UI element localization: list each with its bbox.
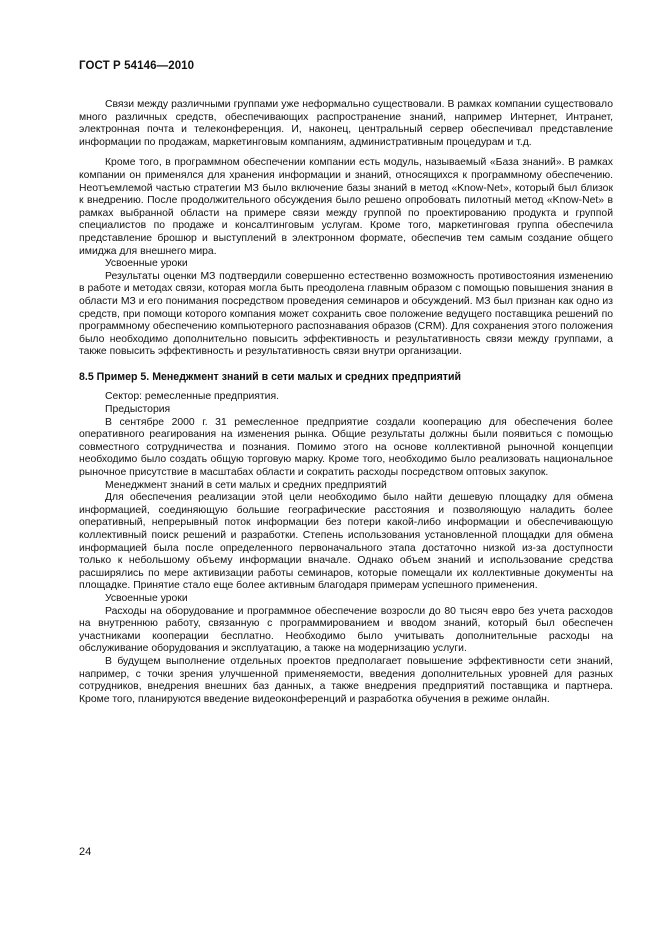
paragraph: Для обеспечения реализации этой цели необходимо было найти дешевую площадку для обмена информацией, соединяющую большие географические расстояния и позволяющую наладить более оперативный, непрерывный поток информации без потери какой-либо информации и обеспечивающую коллективный поиск решений и разработки. Степень использования установленной площадки для обмена информацией была после определенного первоначального этапа достаточно низкой из-за доступности только к небольшому объему информации вначале. Однако объем знаний и использование средства расширялись по мере активизации работы семинаров, которые помещали их коллективные документы на площадке. Принятие стало еще более активным благодаря примерам успешного применения. bbox=[79, 492, 613, 592]
paragraph: Результаты оценки МЗ подтвердили совершенно естественно возможность противостояния изменению в работе и методах связи, которая могла быть преодолена главным образом с помощью повышения знания в области МЗ и его понимания посредством проведения семинаров и обсуждений. МЗ был признан как одно из средств, при помощи которого компания может сохранить свое положение ведущего поставщика решений по программному обеспечению компьютерного распознавания образов (CRM). Для сохранения этого положения было необходимо дополнительно повысить эффективность и результативность связи между группами, а также повысить эффективность и результативность связи внутри организации. bbox=[79, 270, 613, 358]
subheading-km-network: Менеджмент знаний в сети малых и средних предприятий bbox=[105, 479, 387, 491]
document-body bbox=[79, 99, 613, 706]
paragraph: Кроме того, в программном обеспечении компании есть модуль, называемый «База знаний». В рамках компании он применялся для хранения информации и знаний, относящихся к программному обеспечению. Неотъемлемой частью стратегии МЗ было включение базы знаний в метод «Know-Net», который был близок к внедрению. После продолжительного обсуждения было решено опробовать пилотный метод «Know-Net» в рамках выбранной области на примере связи между группой по проектированию продукта и группой специалистов по продаже и консалтинговым услугам. Кроме того, маркетинговая группа обеспечила представление брошюр и выступлений в электронном формате, обеспечив тем самым создание общего имиджа для внешнего мира. bbox=[79, 157, 613, 257]
paragraph: Связи между различными группами уже неформально существовали. В рамках компании существовало много различных средств, обеспечивающих распространение знаний, например Интернет, Интранет, электронная почта и телеконференция. И, наконец, центральный сервер обеспечивал представление информации по продажам, маркетинговым компаниям, административным процедурам и т.д. bbox=[79, 99, 613, 148]
paragraph: В будущем выполнение отдельных проектов предполагает повышение эффективности сети знаний, например, с точки зрения улучшенной применяемости, введения дополнительных уровней для разных сотрудников, внедрения внешних баз данных, а также внедрения предприятий поставщика и партнера. Кроме того, планируются введение видеоконференций и разработка обучения в режиме онлайн. bbox=[79, 655, 613, 705]
paragraph: В сентябре 2000 г. 31 ремесленное предприятие создали кооперацию для обеспечения более оперативного реагирования на изменения рынка. Общие результаты должны были появиться с помощью совместного сотрудничества и познания. Помимо этого на основе коллективной рыночной концепции необходимо было создать общую торговую марку. Кроме того, необходимо было реализовать национальное рыночное присутствие в масштабах области и сократить расходы посредством оптовых закупок. bbox=[79, 416, 613, 479]
subheading-background: Предыстория bbox=[105, 404, 171, 416]
subheading-lessons: Усвоенные уроки bbox=[105, 592, 188, 604]
document-header: ГОСТ Р 54146—2010 bbox=[79, 60, 195, 72]
sector-line: Сектор: ремесленные предприятия. bbox=[105, 391, 279, 403]
section-title: 8.5 Пример 5. Менеджмент знаний в сети малых и средних предприятий bbox=[79, 370, 462, 383]
page-number: 24 bbox=[79, 846, 92, 858]
paragraph: Расходы на оборудование и программное обеспечение возросли до 80 тысяч евро без учета расходов на внутреннюю работу, связанную с программированием и вводом знаний, который был обеспечен участниками кооперации бесплатно. Необходимо было учитывать дополнительные расходы на обслуживание оборудования и эксплуатацию, а также на модернизацию услуги. bbox=[79, 605, 613, 655]
subheading-lessons: Усвоенные уроки bbox=[105, 258, 188, 270]
